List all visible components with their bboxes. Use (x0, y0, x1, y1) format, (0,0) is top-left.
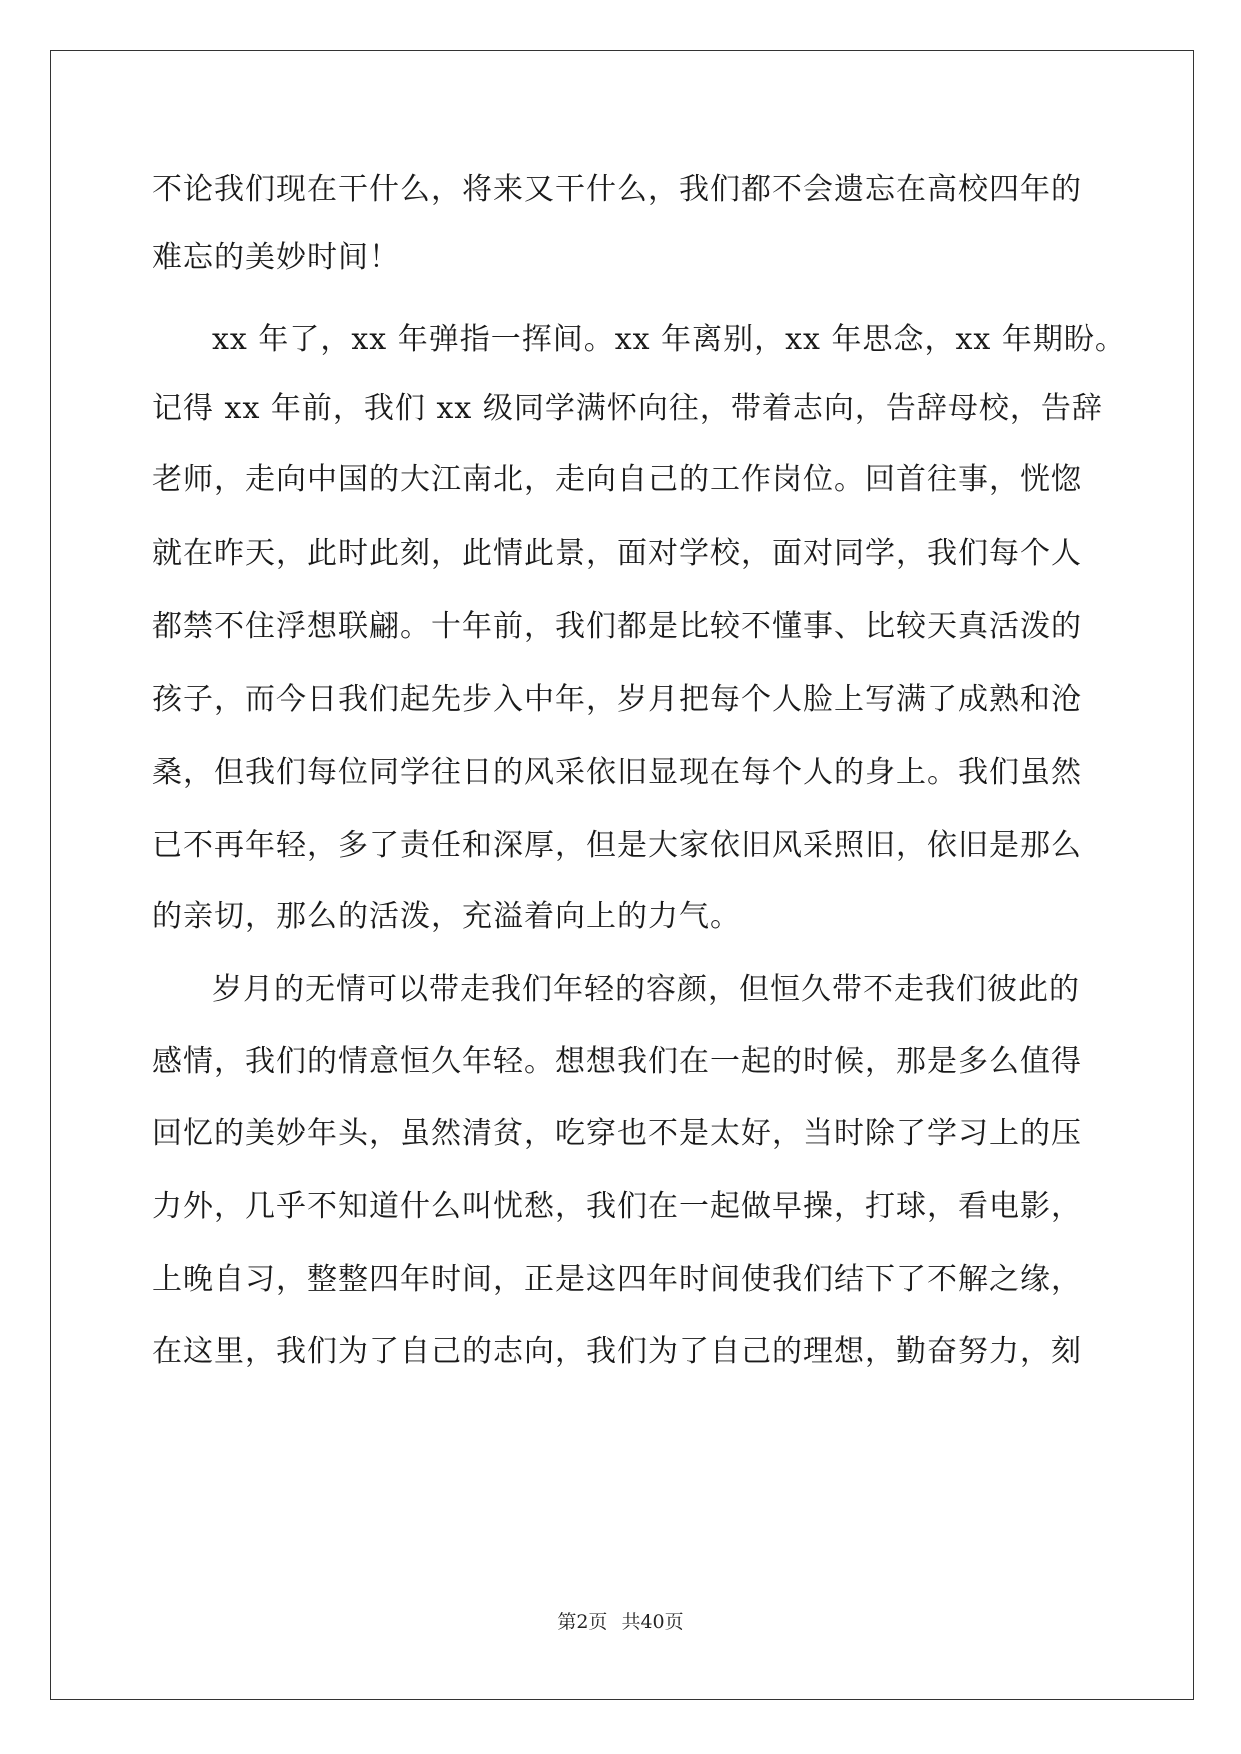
page-footer (0, 1610, 1241, 1634)
text-line: 桑，但我们每位同学往日的风采依旧显现在每个人的身上。我们虽然 (152, 755, 1082, 790)
text-line: 在这里，我们为了自己的志向，我们为了自己的理想，勤奋努力，刻 (152, 1334, 1082, 1369)
current-page-number: 第2页 (557, 1611, 608, 1633)
text-line: 都禁不住浮想联翩。十年前，我们都是比较不懂事、比较天真活泼的 (152, 609, 1082, 644)
text-line: 不论我们现在干什么，将来又干什么，我们都不会遗忘在高校四年的 (152, 172, 1082, 207)
text-line: 孩子，而今日我们起先步入中年，岁月把每个人脸上写满了成熟和沧 (152, 682, 1082, 717)
text-line: 记得 xx 年前，我们 xx 级同学满怀向往，带着志向，告辞母校，告辞 (152, 391, 1103, 426)
text-line: 感情，我们的情意恒久年轻。想想我们在一起的时候，那是多么值得 (152, 1044, 1082, 1079)
paragraph-start-line: xx 年了，xx 年弹指一挥间。xx 年离别，xx 年思念，xx 年期盼。 (212, 322, 1126, 357)
total-page-count: 共40页 (621, 1611, 684, 1633)
page-border (50, 50, 1194, 1700)
text-line: 力外，几乎不知道什么叫忧愁，我们在一起做早操，打球，看电影， (152, 1189, 1082, 1224)
paragraph-start-line: 岁月的无情可以带走我们年轻的容颜，但恒久带不走我们彼此的 (212, 972, 1080, 1007)
text-line: 就在昨天，此时此刻，此情此景，面对学校，面对同学，我们每个人 (152, 536, 1082, 571)
text-line: 的亲切，那么的活泼，充溢着向上的力气。 (152, 899, 741, 934)
text-line: 回忆的美妙年头，虽然清贫，吃穿也不是太好，当时除了学习上的压 (152, 1116, 1082, 1151)
text-line: 老师，走向中国的大江南北，走向自己的工作岗位。回首往事，恍惚 (152, 462, 1082, 497)
text-line: 难忘的美妙时间！ (152, 240, 400, 275)
text-line: 上晚自习，整整四年时间，正是这四年时间使我们结下了不解之缘， (152, 1262, 1082, 1297)
text-line: 已不再年轻，多了责任和深厚，但是大家依旧风采照旧，依旧是那么 (152, 828, 1082, 863)
